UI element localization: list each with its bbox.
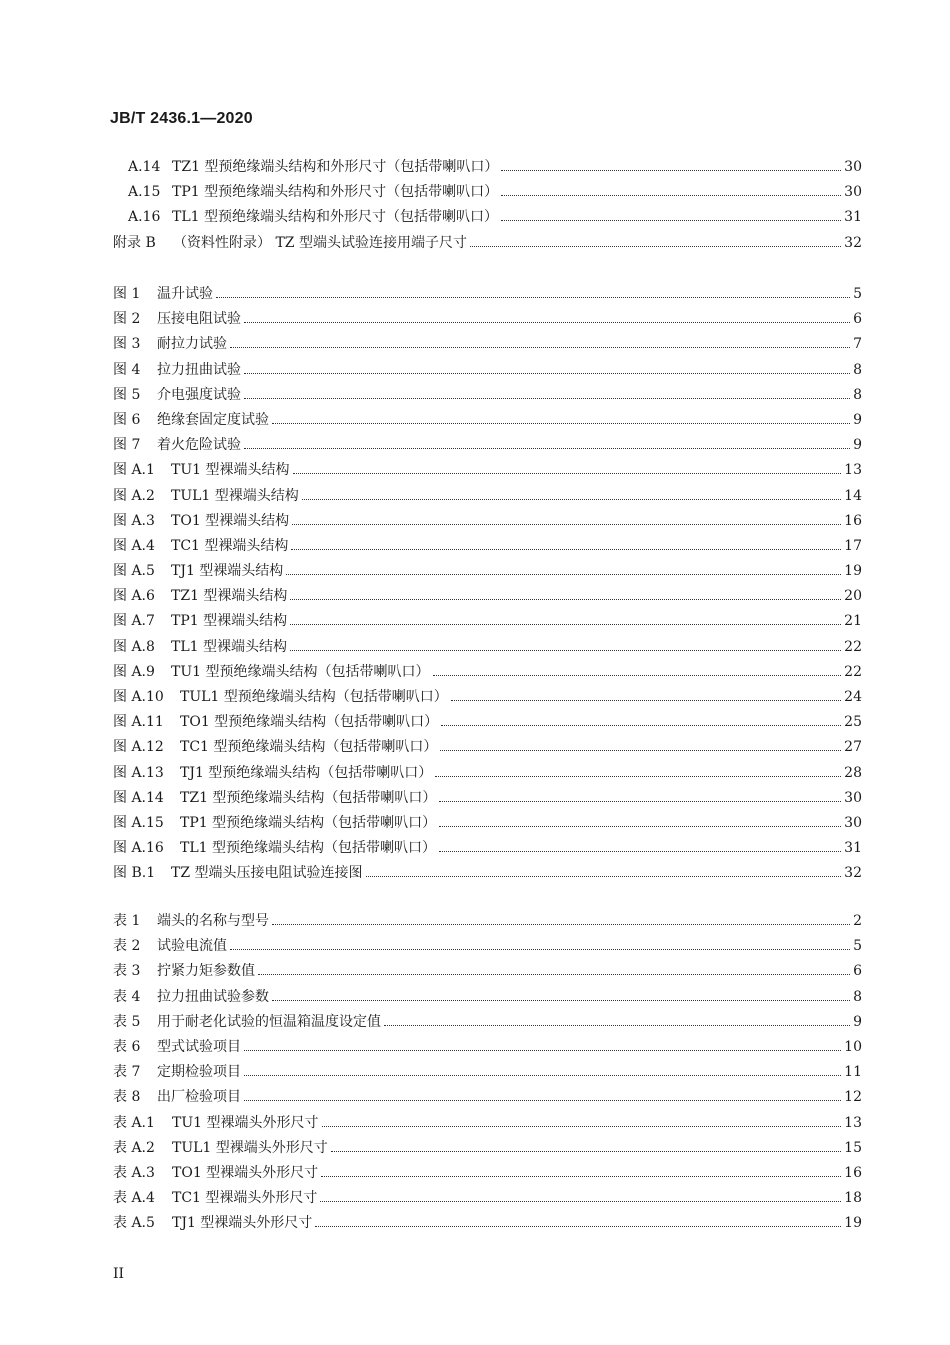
toc-entry-page: 6 — [853, 311, 862, 328]
toc-entry-page: 5 — [853, 286, 862, 302]
toc-entry-title: TP1 型预绝缘端头结构（包括带喇叭口） — [180, 814, 437, 831]
toc-entry-page: 25 — [844, 714, 862, 731]
toc-entry-title: 拧紧力矩参数值 — [157, 963, 255, 980]
toc-entry-page: 32 — [844, 234, 862, 251]
toc-entry-label: 图 A.9 — [113, 663, 155, 680]
toc-leader-dots — [272, 924, 850, 925]
toc-entry-page: 16 — [844, 1164, 862, 1181]
toc-entry-title: 介电强度试验 — [157, 386, 241, 403]
toc-entry-label: 表 A.4 — [113, 1190, 155, 1207]
toc-entry[interactable] — [0, 761, 950, 786]
toc-entry-title: TU1 型裸端头结构 — [171, 462, 290, 479]
toc-entry-title: TP1 型裸端头结构 — [171, 613, 288, 630]
toc-entry-title: TL1 型裸端头结构 — [171, 638, 287, 655]
toc-entry-title: 耐拉力试验 — [157, 336, 227, 353]
toc-entry[interactable] — [0, 985, 950, 1010]
toc-leader-dots — [433, 675, 841, 676]
toc-entry-label: 图 A.6 — [113, 588, 155, 605]
toc-entry[interactable] — [0, 155, 950, 180]
toc-entry[interactable] — [0, 609, 950, 634]
toc-figures-section — [0, 282, 950, 887]
toc-entry-title: 出厂检验项目 — [157, 1089, 241, 1106]
toc-leader-dots — [439, 851, 841, 852]
toc-leader-dots — [293, 473, 841, 474]
toc-leader-dots — [501, 195, 841, 196]
toc-entry-label: 图 A.3 — [113, 512, 155, 529]
toc-entry-label: 表 8 — [113, 1089, 141, 1106]
toc-entry[interactable] — [0, 1010, 950, 1035]
toc-entry[interactable] — [0, 660, 950, 685]
document-code: JB/T 2436.1—2020 — [110, 110, 253, 127]
toc-entry-page: 6 — [853, 963, 862, 980]
toc-entry-page: 8 — [853, 988, 862, 1005]
toc-leader-dots — [272, 1000, 850, 1001]
toc-entry-title: TC1 型裸端头外形尺寸 — [172, 1190, 318, 1207]
toc-entry-label: 图 2 — [113, 311, 141, 328]
toc-entry-label: A.16 — [128, 209, 161, 226]
toc-entry[interactable] — [0, 861, 950, 886]
toc-entry[interactable] — [0, 458, 950, 483]
toc-entry[interactable] — [0, 1211, 950, 1236]
toc-entry-title: 定期检验项目 — [157, 1064, 241, 1081]
toc-entry-label: 图 A.11 — [113, 714, 164, 731]
toc-entry-title: TUL1 型预绝缘端头结构（包括带喇叭口） — [180, 689, 448, 705]
toc-leader-dots — [302, 499, 841, 500]
toc-entry-label: A.14 — [128, 159, 161, 175]
toc-entry-label: 图 A.5 — [113, 563, 155, 580]
toc-entry-title: 型式试验项目 — [157, 1038, 241, 1055]
toc-entry-page: 8 — [853, 386, 862, 403]
toc-entry-label: 图 A.4 — [113, 537, 155, 554]
toc-entry-label: 表 5 — [113, 1013, 141, 1030]
toc-leader-dots — [258, 974, 850, 975]
toc-entry-label: 图 5 — [113, 386, 141, 403]
toc-entry-label: 图 6 — [113, 411, 141, 428]
toc-entry-title: TC1 型裸端头结构 — [171, 537, 289, 554]
toc-entry-title: TC1 型预绝缘端头结构（包括带喇叭口） — [180, 739, 438, 756]
toc-leader-dots — [244, 448, 850, 449]
toc-entry-title: TJ1 型裸端头外形尺寸 — [172, 1215, 313, 1232]
toc-entry-title: TZ 型端头压接电阻试验连接图 — [171, 865, 363, 882]
toc-entry[interactable] — [0, 484, 950, 509]
toc-leader-dots — [470, 246, 841, 247]
toc-leader-dots — [244, 398, 850, 399]
toc-entry-label: 表 A.3 — [113, 1164, 155, 1181]
toc-entry-label: 图 A.13 — [113, 764, 164, 781]
toc-entry[interactable] — [0, 559, 950, 584]
toc-entry-label: 表 6 — [113, 1038, 141, 1055]
toc-entry[interactable] — [0, 959, 950, 984]
toc-entry-label: 图 A.14 — [113, 789, 164, 806]
toc-entry-page: 5 — [853, 938, 862, 955]
toc-entry-label: 图 A.7 — [113, 613, 155, 630]
toc-leader-dots — [244, 1050, 841, 1051]
toc-entry-page: 17 — [844, 537, 862, 554]
toc-entry-title: TL1 型预绝缘端头结构和外形尺寸（包括带喇叭口） — [172, 209, 498, 226]
toc-entry-label: 附录 B — [113, 234, 156, 251]
toc-leader-dots — [451, 700, 841, 701]
toc-entry-title: TL1 型预绝缘端头结构（包括带喇叭口） — [180, 840, 436, 857]
toc-entry-page: 8 — [853, 361, 862, 378]
toc-entry-page: 24 — [844, 689, 862, 705]
toc-entry[interactable] — [0, 509, 950, 534]
toc-entry-label: 图 A.10 — [113, 689, 164, 705]
toc-entry-title: TJ1 型预绝缘端头结构（包括带喇叭口） — [180, 764, 433, 781]
toc-entry-title: 温升试验 — [157, 286, 213, 302]
toc-entry-label: 图 4 — [113, 361, 141, 378]
toc-entry[interactable] — [0, 433, 950, 458]
toc-entry-page: 21 — [844, 613, 862, 630]
toc-entry-page: 16 — [844, 512, 862, 529]
toc-leader-dots — [435, 776, 841, 777]
toc-entry-page: 20 — [844, 588, 862, 605]
toc-entry[interactable] — [0, 282, 950, 307]
toc-entry[interactable] — [0, 534, 950, 559]
toc-entry[interactable] — [0, 811, 950, 836]
toc-entry-page: 10 — [844, 1038, 862, 1055]
toc-entry[interactable] — [0, 1136, 950, 1161]
toc-entry[interactable] — [0, 909, 950, 934]
toc-entry-title: 拉力扭曲试验参数 — [157, 988, 269, 1005]
toc-leader-dots — [439, 826, 841, 827]
toc-entry-title: TJ1 型裸端头结构 — [171, 563, 284, 580]
toc-leader-dots — [501, 220, 841, 221]
toc-entry-title: 绝缘套固定度试验 — [157, 411, 269, 428]
toc-entry-title: 着火危险试验 — [157, 437, 241, 454]
toc-leader-dots — [244, 1075, 841, 1076]
toc-entry-label: 图 1 — [113, 286, 141, 302]
toc-entry-label: 表 1 — [113, 913, 141, 929]
toc-entry-title: TUL1 型裸端头外形尺寸 — [172, 1139, 328, 1156]
toc-entry[interactable] — [0, 635, 950, 660]
toc-entry-title: TU1 型预绝缘端头结构（包括带喇叭口） — [171, 663, 430, 680]
toc-leader-dots — [244, 373, 850, 374]
toc-entry[interactable] — [0, 1111, 950, 1136]
toc-entry-label: 图 7 — [113, 437, 141, 454]
toc-entry[interactable] — [0, 1060, 950, 1085]
toc-entry-label: 表 A.5 — [113, 1215, 155, 1232]
toc-entry[interactable] — [0, 408, 950, 433]
toc-entry-page: 22 — [844, 638, 862, 655]
toc-entry-page: 19 — [844, 1215, 862, 1232]
toc-leader-dots — [244, 322, 850, 323]
toc-entry-title: TZ1 型裸端头结构 — [171, 588, 288, 605]
toc-entry-label: 图 B.1 — [113, 865, 156, 882]
toc-entry[interactable] — [0, 231, 950, 256]
toc-entry-title: 试验电流值 — [157, 938, 227, 955]
toc-entry-page: 9 — [853, 437, 862, 454]
toc-entry[interactable] — [0, 685, 950, 710]
toc-leader-dots — [321, 1176, 841, 1177]
toc-entry-label: 表 3 — [113, 963, 141, 980]
toc-leader-dots — [441, 725, 841, 726]
toc-leader-dots — [292, 524, 841, 525]
toc-leader-dots — [290, 599, 841, 600]
toc-entry-page: 19 — [844, 563, 862, 580]
toc-entry[interactable] — [0, 786, 950, 811]
toc-entry-label: 图 A.12 — [113, 739, 164, 756]
toc-leader-dots — [290, 624, 841, 625]
toc-entry-title: TO1 型预绝缘端头结构（包括带喇叭口） — [180, 714, 439, 731]
toc-entry[interactable] — [0, 307, 950, 332]
toc-tables-section — [0, 909, 950, 1236]
toc-entry-title: 用于耐老化试验的恒温箱温度设定值 — [157, 1013, 381, 1030]
toc-entry-label: 图 A.8 — [113, 638, 155, 655]
toc-entry[interactable] — [0, 332, 950, 357]
toc-leader-dots — [322, 1126, 841, 1127]
toc-leader-dots — [440, 750, 841, 751]
toc-entry[interactable] — [0, 180, 950, 205]
toc-entry-title: 压接电阻试验 — [157, 311, 241, 328]
toc-entry-label: 图 A.16 — [113, 840, 164, 857]
toc-entry-page: 22 — [844, 663, 862, 680]
toc-entry-label: 表 A.1 — [113, 1114, 155, 1131]
toc-entry[interactable] — [0, 1161, 950, 1186]
toc-leader-dots — [216, 297, 850, 298]
page-number: II — [113, 1266, 125, 1282]
toc-entry-title: TZ1 型预绝缘端头结构和外形尺寸（包括带喇叭口） — [172, 159, 499, 175]
toc-entry-label: A.15 — [128, 184, 161, 201]
toc-entry-page: 30 — [844, 159, 862, 175]
toc-entry-title: （资料性附录） TZ 型端头试验连接用端子尺寸 — [173, 234, 467, 251]
toc-entry-page: 7 — [853, 336, 862, 353]
toc-entry-page: 12 — [844, 1089, 862, 1106]
toc-entry-page: 27 — [844, 739, 862, 756]
toc-entry-label: 图 A.2 — [113, 487, 155, 504]
toc-entry[interactable] — [0, 205, 950, 230]
toc-entry-label: 表 A.2 — [113, 1139, 155, 1156]
toc-entry-page: 30 — [844, 184, 862, 201]
toc-entry-label: 表 2 — [113, 938, 141, 955]
toc-leader-dots — [230, 347, 850, 348]
toc-entry-page: 30 — [844, 789, 862, 806]
toc-entry-page: 14 — [844, 487, 862, 504]
toc-entry-title: TP1 型预绝缘端头结构和外形尺寸（包括带喇叭口） — [172, 184, 499, 201]
toc-entry-title: TO1 型裸端头外形尺寸 — [172, 1164, 319, 1181]
toc-entry[interactable] — [0, 735, 950, 760]
toc-entry-label: 表 7 — [113, 1064, 141, 1081]
toc-entry-page: 31 — [844, 209, 862, 226]
toc-entry-page: 9 — [853, 411, 862, 428]
toc-leader-dots — [384, 1025, 850, 1026]
toc-entry-label: 图 A.15 — [113, 814, 164, 831]
toc-entry[interactable] — [0, 836, 950, 861]
toc-entry-label: 图 A.1 — [113, 462, 155, 479]
toc-entry-page: 13 — [844, 1114, 862, 1131]
toc-entry-page: 28 — [844, 764, 862, 781]
toc-entry[interactable] — [0, 1186, 950, 1211]
toc-leader-dots — [320, 1201, 841, 1202]
toc-entry-title: 端头的名称与型号 — [157, 913, 269, 929]
toc-entry-page: 31 — [844, 840, 862, 857]
toc-entry[interactable] — [0, 358, 950, 383]
toc-leader-dots — [230, 949, 850, 950]
toc-entry-page: 15 — [844, 1139, 862, 1156]
toc-entry[interactable] — [0, 1085, 950, 1110]
toc-leader-dots — [290, 650, 841, 651]
toc-entry[interactable] — [0, 934, 950, 959]
toc-leader-dots — [315, 1226, 841, 1227]
toc-entry-title: TU1 型裸端头外形尺寸 — [172, 1114, 319, 1131]
toc-leader-dots — [244, 1100, 841, 1101]
toc-leader-dots — [439, 801, 841, 802]
toc-appendix-section — [0, 155, 950, 256]
toc-entry-page: 13 — [844, 462, 862, 479]
toc-entry-title: TUL1 型裸端头结构 — [171, 487, 299, 504]
toc-entry-page: 30 — [844, 814, 862, 831]
toc-entry-page: 32 — [844, 865, 862, 882]
toc-entry[interactable] — [0, 383, 950, 408]
toc-leader-dots — [291, 549, 841, 550]
toc-leader-dots — [501, 170, 841, 171]
toc-entry-label: 表 4 — [113, 988, 141, 1005]
toc-leader-dots — [286, 574, 841, 575]
toc-leader-dots — [366, 876, 841, 877]
toc-entry-label: 图 3 — [113, 336, 141, 353]
toc-entry-page: 18 — [844, 1190, 862, 1207]
toc-entry[interactable] — [0, 710, 950, 735]
toc-entry-page: 9 — [853, 1013, 862, 1030]
toc-entry[interactable] — [0, 1035, 950, 1060]
toc-entry[interactable] — [0, 584, 950, 609]
toc-entry-title: 拉力扭曲试验 — [157, 361, 241, 378]
toc-leader-dots — [272, 423, 850, 424]
toc-entry-page: 2 — [853, 913, 862, 929]
toc-entry-page: 11 — [844, 1064, 862, 1081]
toc-leader-dots — [331, 1151, 841, 1152]
toc-entry-title: TZ1 型预绝缘端头结构（包括带喇叭口） — [180, 789, 437, 806]
toc-entry-title: TO1 型裸端头结构 — [171, 512, 290, 529]
